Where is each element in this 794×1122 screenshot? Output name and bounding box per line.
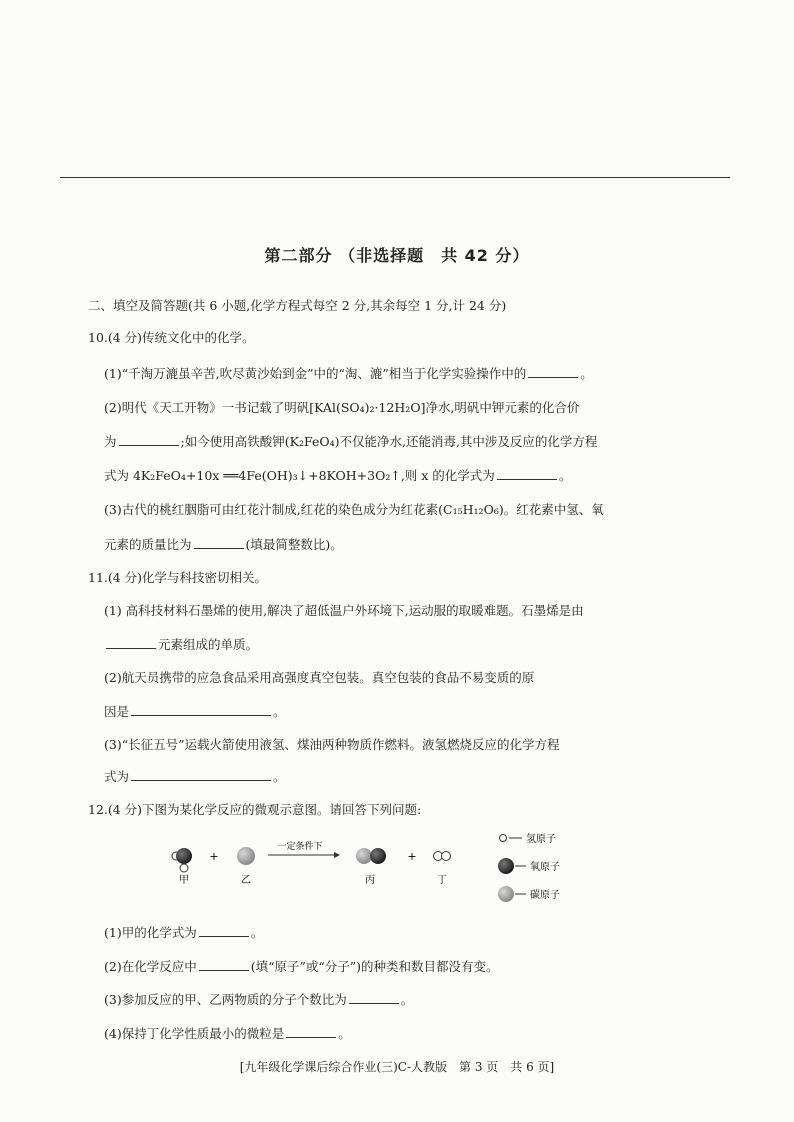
q12-p1-end: 。: [250, 925, 264, 940]
q10-head: 10.(4 分)传统文化中的化学。: [88, 330, 255, 345]
hydrogen-atom-icon: [500, 835, 507, 842]
q10-p2b-post: ;如今使用高铁酸钾(K₂FeO₄)不仅能净水,还能消毒,其中涉及反应的化学方程: [180, 434, 598, 449]
answer-blank[interactable]: [497, 467, 557, 480]
q12-p2-post: (填“原子”或“分子”)的种类和数目都没有变。: [250, 959, 499, 974]
molecule-yi: [237, 847, 255, 865]
q11-p3a: (3)“长征五号”运载火箭使用液氢、煤油两种物质作燃料。液氢燃烧反应的化学方程: [104, 737, 560, 752]
q10-p3b: [104, 536, 343, 553]
q11-p1a: (1) 高科技材料石墨烯的使用,解决了超低温户外环境下,运动服的取暖难题。石墨烯是由: [104, 603, 584, 618]
legend-oxygen: 氧原子: [530, 862, 560, 873]
answer-blank[interactable]: [199, 924, 249, 937]
molecule-jia: [172, 848, 192, 872]
q12-p3-end: 。: [400, 992, 414, 1007]
q10-p2b-pre: 为: [104, 434, 117, 449]
q10-p3a: (3)古代的桃红胭脂可由红花汁制成,红花的染色成分为红花素(C₁₅H₁₂O₆)。红花素中氢、氧: [104, 502, 604, 517]
q11-p2b-pre: 因是: [104, 704, 130, 719]
q10-p1: [104, 365, 593, 382]
answer-blank[interactable]: [119, 433, 179, 446]
reaction-diagram: [170, 828, 590, 908]
q11-head: 11.(4 分)化学与科技密切相关。: [88, 570, 268, 585]
arrow-head-icon: [334, 852, 340, 858]
oxygen-atom-icon: [498, 858, 514, 874]
q12-p2-pre: (2)在化学反应中: [104, 959, 197, 974]
q12-p4-end: 。: [338, 1026, 351, 1041]
q10-p2b: [104, 433, 597, 450]
answer-blank[interactable]: [131, 703, 271, 716]
q11-p3b-pre: 式为: [104, 769, 130, 784]
q11-p2b-end: 。: [273, 704, 286, 719]
q10-p2c-pre: 式为 4K₂FeO₄+10x ══4Fe(OH)₃↓+8KOH+3O₂↑,则 x 的化学式为: [104, 468, 495, 483]
q12-head: 12.(4 分)下图为某化学反应的微观示意图。请回答下列问题:: [88, 802, 422, 817]
q12-p1-pre: (1)甲的化学式为: [104, 925, 197, 940]
reaction-condition: 一定条件下: [277, 842, 323, 852]
top-rule: [60, 177, 730, 178]
q10-p1-end: 。: [580, 366, 593, 381]
q11-p1b-post: 元素组成的单质。: [158, 637, 259, 652]
q12-p3-pre: (3)参加反应的甲、乙两物质的分子个数比为: [104, 992, 347, 1007]
molecule-bing: [356, 848, 386, 864]
q12-p4-pre: (4)保持丁化学性质最小的微粒是: [104, 1026, 285, 1041]
answer-blank[interactable]: [349, 991, 399, 1004]
answer-blank[interactable]: [528, 365, 578, 378]
molecule-ding: [434, 852, 451, 861]
carbon-atom-icon: [498, 886, 514, 902]
q12-p1: [104, 924, 263, 941]
plus-2: +: [407, 850, 417, 863]
label-bing: 丙: [365, 875, 375, 886]
q11-p2a: (2)航天员携带的应急食品采用高强度真空包装。真空包装的食品不易变质的原: [104, 670, 535, 685]
q10-p3b-pre: 元素的质量比为: [104, 537, 192, 552]
q10-p2c: [104, 467, 571, 484]
legend: [498, 832, 560, 902]
q12-p3: [104, 991, 413, 1008]
page-footer: [九年级化学课后综合作业(三)C-人教版 第 3 页 共 6 页]: [239, 1060, 555, 1074]
section-title: 第二部分 （非选择题 共 42 分）: [264, 246, 530, 265]
legend-carbon: 碳原子: [530, 890, 560, 901]
q10-p2a: (2)明代《天工开物》一书记载了明矾[KAl(SO₄)₂·12H₂O]净水,明矾中钾元素的化合价: [104, 400, 580, 415]
q11-p3b-end: 。: [273, 769, 286, 784]
q10-p1-text: (1)“千淘万漉虽辛苦,吹尽黄沙始到金”中的“淘、漉”相当于化学实验操作中的: [104, 366, 527, 381]
answer-blank[interactable]: [199, 958, 249, 971]
q10-p2c-end: 。: [558, 468, 572, 483]
legend-hydrogen: 氢原子: [526, 834, 556, 845]
q11-p3b: [104, 768, 286, 785]
part-heading: 二、填空及简答题(共 6 小题,化学方程式每空 2 分,其余每空 1 分,计 24 分): [88, 298, 507, 313]
q11-p2b: [104, 703, 286, 720]
answer-blank[interactable]: [106, 636, 156, 649]
q12-p4: [104, 1025, 351, 1042]
q10-p3b-post: (填最简整数比)。: [245, 537, 343, 552]
q11-p1b: [104, 636, 258, 653]
label-yi: 乙: [241, 875, 251, 886]
answer-blank[interactable]: [131, 768, 271, 781]
label-jia: 甲: [179, 875, 189, 886]
q12-p2: [104, 958, 499, 975]
answer-blank[interactable]: [194, 536, 244, 549]
label-ding: 丁: [437, 875, 447, 886]
plus-1: +: [209, 850, 219, 863]
answer-blank[interactable]: [286, 1025, 336, 1038]
